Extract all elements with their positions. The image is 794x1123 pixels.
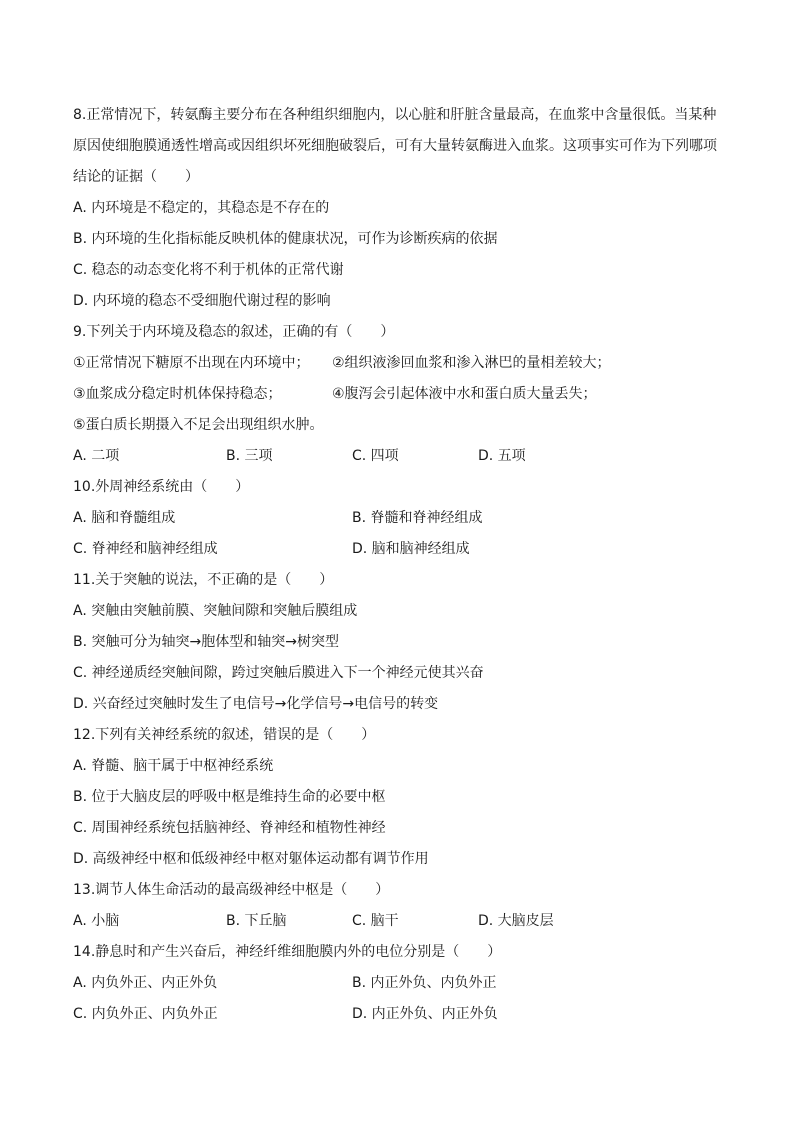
question-14-option-a: A. 内负外正、内正外负 <box>73 975 218 991</box>
question-12-stem: 12.下列有关神经系统的叙述，错误的是（ ） <box>73 727 376 743</box>
question-13-option-b: B. 下丘脑 <box>226 913 287 929</box>
question-12-option-d: D. 高级神经中枢和低级神经中枢对躯体运动都有调节作用 <box>73 851 429 867</box>
question-8-stem-line-3: 结论的证据（ ） <box>73 169 199 185</box>
question-9-option-b: B. 三项 <box>226 448 273 464</box>
question-9-statements-row-2 <box>73 379 733 410</box>
question-9 <box>73 317 733 472</box>
question-13 <box>73 875 733 937</box>
question-12-option-c: C. 周围神经系统包括脑神经、脊神经和植物性神经 <box>73 820 386 836</box>
question-8-stem-line-2: 原因使细胞膜通透性增高或因组织坏死细胞破裂后，可有大量转氨酶进入血浆。这项事实可作为下列哪项 <box>73 138 717 154</box>
question-9-statement-4: ④腹泻会引起体液中水和蛋白质大量丢失； <box>332 386 597 402</box>
question-9-statements-row-1 <box>73 348 733 379</box>
question-14 <box>73 937 733 1030</box>
question-14-option-b: B. 内正外负、内负外正 <box>352 975 497 991</box>
question-9-stem: 9.下列关于内环境及稳态的叙述，正确的有（ ） <box>73 324 395 340</box>
question-9-option-c: C. 四项 <box>352 448 399 464</box>
question-8-option-b: B. 内环境的生化指标能反映机体的健康状况，可作为诊断疾病的依据 <box>73 231 498 247</box>
question-14-options-row-2 <box>73 999 733 1030</box>
question-8-option-d: D. 内环境的稳态不受细胞代谢过程的影响 <box>73 293 331 309</box>
question-10-option-b: B. 脊髓和脊神经组成 <box>352 510 483 526</box>
question-12-option-b: B. 位于大脑皮层的呼吸中枢是维持生命的必要中枢 <box>73 789 386 805</box>
question-8-option-a: A. 内环境是不稳定的，其稳态是不存在的 <box>73 200 330 216</box>
question-10-option-c: C. 脊神经和脑神经组成 <box>73 541 218 557</box>
question-10-options-row-2 <box>73 534 733 565</box>
question-11-option-a: A. 突触由突触前膜、突触间隙和突触后膜组成 <box>73 603 358 619</box>
question-14-options-row-1 <box>73 968 733 999</box>
question-11-stem: 11.关于突触的说法，不正确的是（ ） <box>73 572 334 588</box>
question-13-options-row <box>73 906 733 937</box>
question-8 <box>73 100 733 317</box>
question-12 <box>73 720 733 875</box>
question-10 <box>73 472 733 565</box>
question-10-stem: 10.外周神经系统由（ ） <box>73 479 250 495</box>
question-8-option-c: C. 稳态的动态变化将不利于机体的正常代谢 <box>73 262 344 278</box>
question-14-stem: 14.静息时和产生兴奋后，神经纤维细胞膜内外的电位分别是（ ） <box>73 944 502 960</box>
question-12-option-a: A. 脊髓、脑干属于中枢神经系统 <box>73 758 274 774</box>
question-11 <box>73 565 733 720</box>
exam-page <box>73 100 733 1030</box>
question-9-options-row <box>73 441 733 472</box>
question-11-option-c: C. 神经递质经突触间隙，跨过突触后膜进入下一个神经元使其兴奋 <box>73 665 484 681</box>
question-9-statement-2: ②组织液渗回血浆和渗入淋巴的量相差较大； <box>332 355 611 371</box>
question-11-option-d: D. 兴奋经过突触时发生了电信号→化学信号→电信号的转变 <box>73 696 439 712</box>
question-10-option-a: A. 脑和脊髓组成 <box>73 510 176 526</box>
question-13-option-c: C. 脑干 <box>352 913 399 929</box>
question-9-option-d: D. 五项 <box>478 448 526 464</box>
question-9-option-a: A. 二项 <box>73 448 120 464</box>
question-8-stem-line-1: 8.正常情况下，转氨酶主要分布在各种组织细胞内，以心脏和肝脏含量最高，在血浆中含量很低。当某种 <box>73 107 717 123</box>
question-9-statement-3: ③血浆成分稳定时机体保持稳态； <box>73 386 282 402</box>
question-13-option-d: D. 大脑皮层 <box>478 913 554 929</box>
question-14-option-d: D. 内正外负、内正外负 <box>352 1006 498 1022</box>
question-9-statement-1: ①正常情况下糖原不出现在内环境中； <box>73 355 310 371</box>
question-10-option-d: D. 脑和脑神经组成 <box>352 541 470 557</box>
question-14-option-c: C. 内负外正、内负外正 <box>73 1006 218 1022</box>
question-9-statement-5: ⑤蛋白质长期摄入不足会出现组织水肿。 <box>73 417 324 433</box>
question-13-stem: 13.调节人体生命活动的最高级神经中枢是（ ） <box>73 882 390 898</box>
question-11-option-b: B. 突触可分为轴突→胞体型和轴突→树突型 <box>73 634 339 650</box>
question-13-option-a: A. 小脑 <box>73 913 120 929</box>
question-10-options-row-1 <box>73 503 733 534</box>
